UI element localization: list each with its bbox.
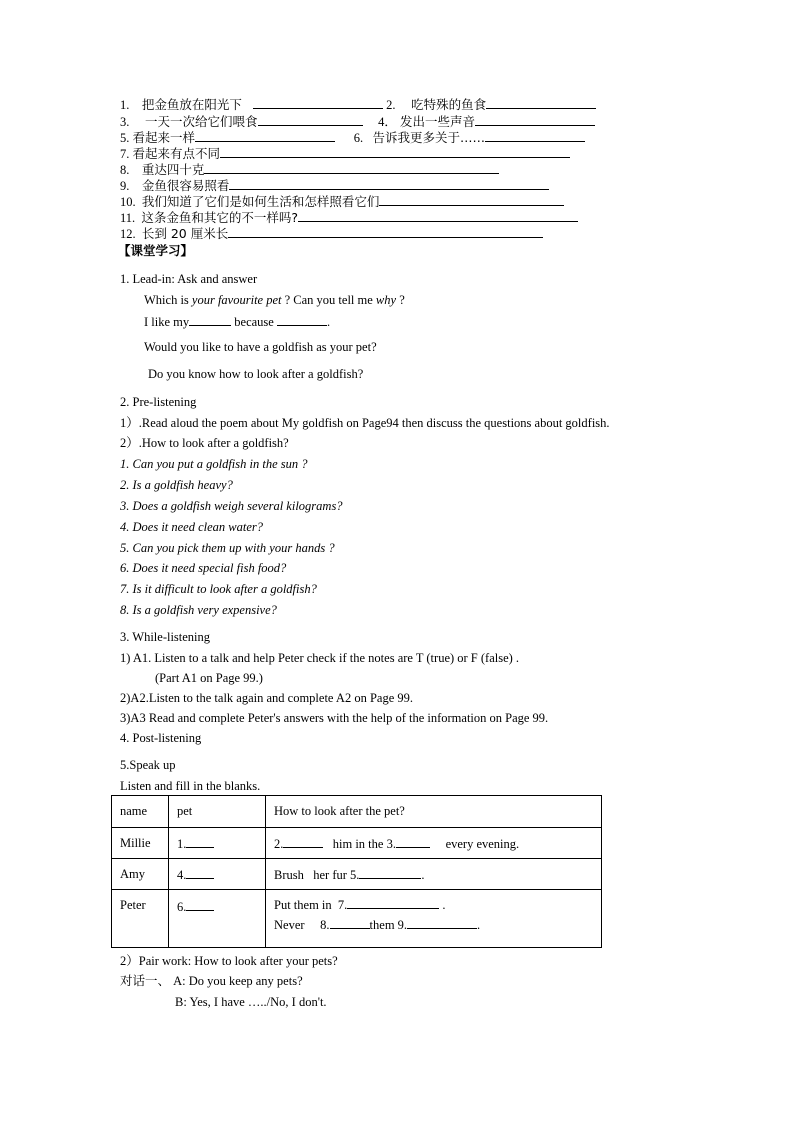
- leadin-question-1: [144, 292, 405, 308]
- table-cell: Amy: [112, 859, 169, 890]
- item-number: 7.: [120, 147, 130, 161]
- pet-care-table: [111, 795, 602, 948]
- text: them 9.: [369, 918, 408, 932]
- text: .: [421, 867, 425, 882]
- answer-blank[interactable]: [186, 898, 214, 911]
- question-item: 4. Does it need clean water?: [120, 520, 264, 534]
- table-row: [112, 859, 602, 890]
- answer-blank[interactable]: [347, 896, 439, 909]
- postlistening-heading: 4. Post-listening: [120, 731, 202, 745]
- answer-blank[interactable]: [204, 161, 499, 174]
- vocab-line-7: [120, 145, 570, 162]
- answer-blank[interactable]: [186, 835, 214, 848]
- vocab-text: 把金鱼放在阳光下: [141, 97, 242, 112]
- answer-blank[interactable]: [228, 225, 543, 238]
- text: .: [439, 898, 446, 912]
- answer-blank[interactable]: [195, 129, 335, 142]
- vocab-line-11: [120, 209, 578, 226]
- item-number: 1.: [120, 98, 130, 112]
- prelistening-item-2: 2）.How to look after a goldfish?: [120, 436, 289, 450]
- vocab-line-12: [120, 225, 543, 242]
- cell-line: [274, 915, 601, 935]
- text: ? Can you tell me: [281, 293, 376, 307]
- question-item: 6. Does it need special fish food?: [120, 561, 287, 575]
- whilelistening-item-2: 2)A2.Listen to the talk again and complete A2 on Page 99.: [120, 691, 413, 705]
- table-cell: [169, 890, 266, 948]
- item-number: 12.: [120, 227, 136, 241]
- text: him in the 3.: [323, 836, 396, 851]
- answer-blank[interactable]: [186, 866, 214, 879]
- answer-blank[interactable]: [220, 145, 570, 158]
- vocab-line-5: [120, 129, 585, 146]
- text: 2.: [274, 836, 284, 851]
- question-item: 7. Is it difficult to look after a goldfish?: [120, 582, 317, 596]
- item-number: 11.: [120, 211, 136, 225]
- text: 6.: [177, 900, 187, 914]
- leadin-question-3: Would you like to have a goldfish as your pet?: [144, 340, 377, 354]
- whilelistening-heading: 3. While-listening: [120, 630, 211, 644]
- text: Which is: [144, 293, 192, 307]
- table-header: name: [112, 796, 169, 828]
- item-number: 4．: [378, 115, 397, 129]
- answer-blank[interactable]: [330, 916, 370, 929]
- vocab-text: 吃特殊的鱼食: [411, 97, 487, 112]
- table-header: pet: [169, 796, 266, 828]
- answer-blank[interactable]: [486, 96, 596, 109]
- answer-blank[interactable]: [229, 177, 549, 190]
- text: every evening.: [429, 836, 520, 851]
- text: your favourite pet: [191, 293, 282, 307]
- dialog-line-a: [120, 973, 303, 989]
- prelistening-item-1: 1）.Read aloud the poem about My goldfish on Page94 then discuss the questions about goldfish.: [120, 416, 610, 430]
- whilelistening-item-3: 3)A3 Read and complete Peter's answers with the help of the information on Page 99.: [120, 711, 549, 725]
- item-number: 10.: [120, 195, 136, 209]
- item-number: 3.: [120, 115, 130, 129]
- table-header: How to look after the pet?: [266, 796, 602, 828]
- dialog-text: A: Do you keep any pets?: [173, 974, 303, 988]
- pair-work-line: 2）Pair work: How to look after your pets?: [120, 954, 338, 968]
- answer-blank[interactable]: [379, 193, 564, 206]
- vocab-text: 一天一次给它们喂食: [145, 114, 258, 129]
- speakup-heading: 5.Speak up: [120, 758, 176, 772]
- answer-blank[interactable]: [189, 313, 231, 326]
- text: .: [477, 918, 481, 932]
- answer-blank[interactable]: [475, 113, 595, 126]
- text: I like my: [144, 315, 190, 329]
- vocab-text: 重达四十克: [141, 162, 205, 177]
- question-item: 2. Is a goldfish heavy?: [120, 478, 233, 492]
- vocab-line-1: [120, 96, 596, 113]
- question-item: 1. Can you put a goldfish in the sun ?: [120, 457, 308, 471]
- leadin-heading: 1. Lead-in: Ask and answer: [120, 272, 258, 286]
- answer-blank[interactable]: [396, 835, 430, 848]
- item-number: 9.: [120, 179, 130, 193]
- leadin-question-2: [144, 313, 330, 330]
- answer-blank[interactable]: [258, 113, 363, 126]
- cell-line: [274, 895, 601, 915]
- vocab-text: 告诉我更多关于……: [372, 130, 486, 145]
- text: ?: [396, 293, 405, 307]
- table-cell: [266, 828, 602, 859]
- item-number: 8.: [120, 163, 130, 177]
- text: Put them in 7.: [274, 898, 348, 912]
- question-item: 8. Is a goldfish very expensive?: [120, 603, 277, 617]
- answer-blank[interactable]: [407, 916, 477, 929]
- text: 4.: [177, 867, 187, 882]
- vocab-text: 看起来一样: [132, 130, 196, 145]
- section-title: 【课堂学习】: [118, 243, 194, 258]
- leadin-question-4: Do you know how to look after a goldfish?: [148, 367, 364, 381]
- text: why: [375, 293, 397, 307]
- table-cell: Peter: [112, 890, 169, 948]
- dialog-label: 对话一、: [120, 973, 171, 988]
- vocab-line-3: [120, 113, 595, 130]
- vocab-text: 长到 20 厘米长: [141, 226, 229, 241]
- vocab-text: 金鱼很容易照看: [141, 178, 230, 193]
- vocab-line-8: [120, 161, 499, 178]
- item-number: 2.: [386, 98, 396, 112]
- vocab-line-10: [120, 193, 564, 210]
- table-cell: Millie: [112, 828, 169, 859]
- text: .: [326, 315, 331, 329]
- question-item: 5. Can you pick them up with your hands ?: [120, 541, 335, 555]
- answer-blank[interactable]: [253, 96, 383, 109]
- vocab-text: 这条金鱼和其它的不一样吗?: [141, 210, 299, 225]
- text: because: [231, 315, 277, 329]
- text: Brush her fur 5.: [274, 867, 360, 882]
- answer-blank[interactable]: [359, 866, 421, 879]
- vocab-text: 我们知道了它们是如何生活和怎样照看它们: [141, 194, 380, 209]
- text: Never 8.: [274, 918, 330, 932]
- whilelistening-item-1: 1) A1. Listen to a talk and help Peter check if the notes are T (true) or F (false) .: [120, 651, 520, 665]
- item-number: 6.: [353, 131, 364, 145]
- table-cell: [169, 828, 266, 859]
- answer-blank[interactable]: [298, 209, 578, 222]
- table-cell: [169, 859, 266, 890]
- speakup-instruction: Listen and fill in the blanks.: [120, 779, 261, 793]
- vocab-text: 发出一些声音: [400, 114, 476, 129]
- text: 1.: [177, 836, 187, 851]
- answer-blank[interactable]: [283, 835, 323, 848]
- whilelistening-item-1b: (Part A1 on Page 99.): [155, 671, 263, 685]
- table-row: [112, 890, 602, 948]
- dialog-line-b: B: Yes, I have …../No, I don't.: [175, 995, 327, 1009]
- vocab-line-9: [120, 177, 549, 194]
- vocab-text: 看起来有点不同: [132, 146, 221, 161]
- table-header-row: [112, 796, 602, 828]
- answer-blank[interactable]: [277, 313, 327, 326]
- question-item: 3. Does a goldfish weigh several kilograms?: [120, 499, 343, 513]
- item-number: 5.: [120, 131, 130, 145]
- table-cell: [266, 859, 602, 890]
- table-row: [112, 828, 602, 859]
- prelistening-heading: 2. Pre-listening: [120, 395, 197, 409]
- answer-blank[interactable]: [485, 129, 585, 142]
- table-cell: [266, 890, 602, 948]
